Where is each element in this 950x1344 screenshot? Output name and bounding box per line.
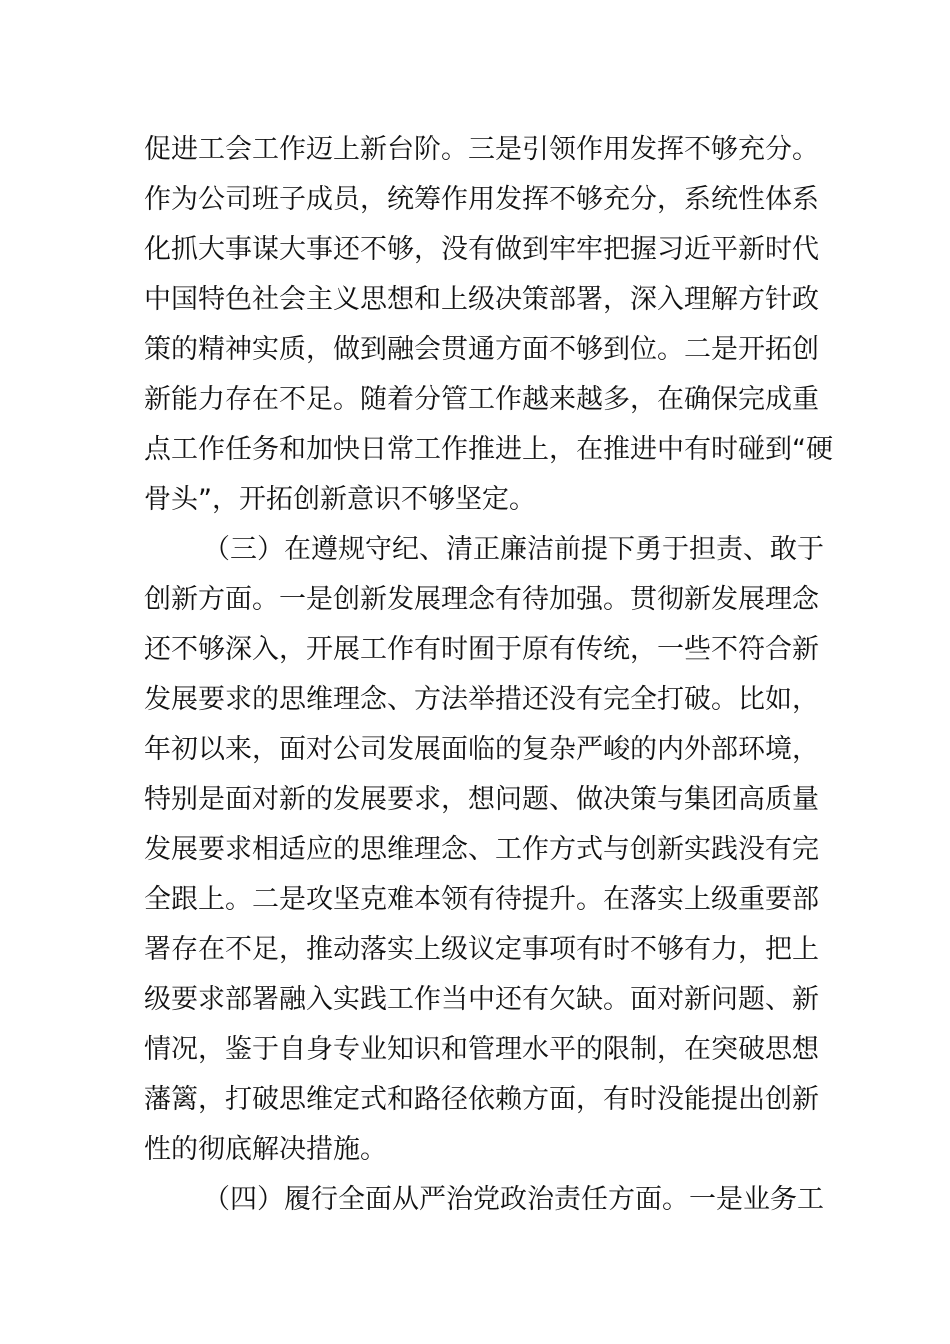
section-heading-line: （四）履行全面从严治党政治责任方面。一是业务工 [203,1184,824,1215]
text-line: 藩篱，打破思维定式和路径依赖方面，有时没能提出创新 [144,1084,819,1115]
text-line: 特别是面对新的发展要求，想问题、做决策与集团高质量 [144,784,819,815]
text-line: 发展要求相适应的思维理念、工作方式与创新实践没有完 [144,834,819,865]
text-line: 还不够深入，开展工作有时囿于原有传统，一些不符合新 [144,634,819,665]
text-line: 化抓大事谋大事还不够，没有做到牢牢把握习近平新时代 [144,234,819,265]
text-line: 年初以来，面对公司发展面临的复杂严峻的内外部环境， [144,734,819,765]
text-line: 促进工会工作迈上新台阶。三是引领作用发挥不够充分。 [144,134,819,165]
text-line: 发展要求的思维理念、方法举措还没有完全打破。比如， [144,684,819,715]
text-line: 作为公司班子成员，统筹作用发挥不够充分，系统性体系 [144,184,819,215]
text-line: 级要求部署融入实践工作当中还有欠缺。面对新问题、新 [144,984,819,1015]
text-line: 署存在不足，推动落实上级议定事项有时不够有力，把上 [144,934,819,965]
text-line: 策的精神实质，做到融会贯通方面不够到位。二是开拓创 [144,334,819,365]
text-line: 情况，鉴于自身专业知识和管理水平的限制，在突破思想 [144,1034,819,1065]
text-line: 性的彻底解决措施。 [144,1134,387,1165]
text-line: 全跟上。二是攻坚克难本领有待提升。在落实上级重要部 [144,884,819,915]
text-line: 骨头”，开拓创新意识不够坚定。 [144,484,536,515]
section-heading-line: （三）在遵规守纪、清正廉洁前提下勇于担责、敢于 [203,534,824,565]
text-line: 创新方面。一是创新发展理念有待加强。贯彻新发展理念 [144,584,819,615]
text-line: 中国特色社会主义思想和上级决策部署，深入理解方针政 [144,284,819,315]
text-line: 点工作任务和加快日常工作推进上，在推进中有时碰到“硬 [144,434,833,465]
text-line: 新能力存在不足。随着分管工作越来越多，在确保完成重 [144,384,819,415]
